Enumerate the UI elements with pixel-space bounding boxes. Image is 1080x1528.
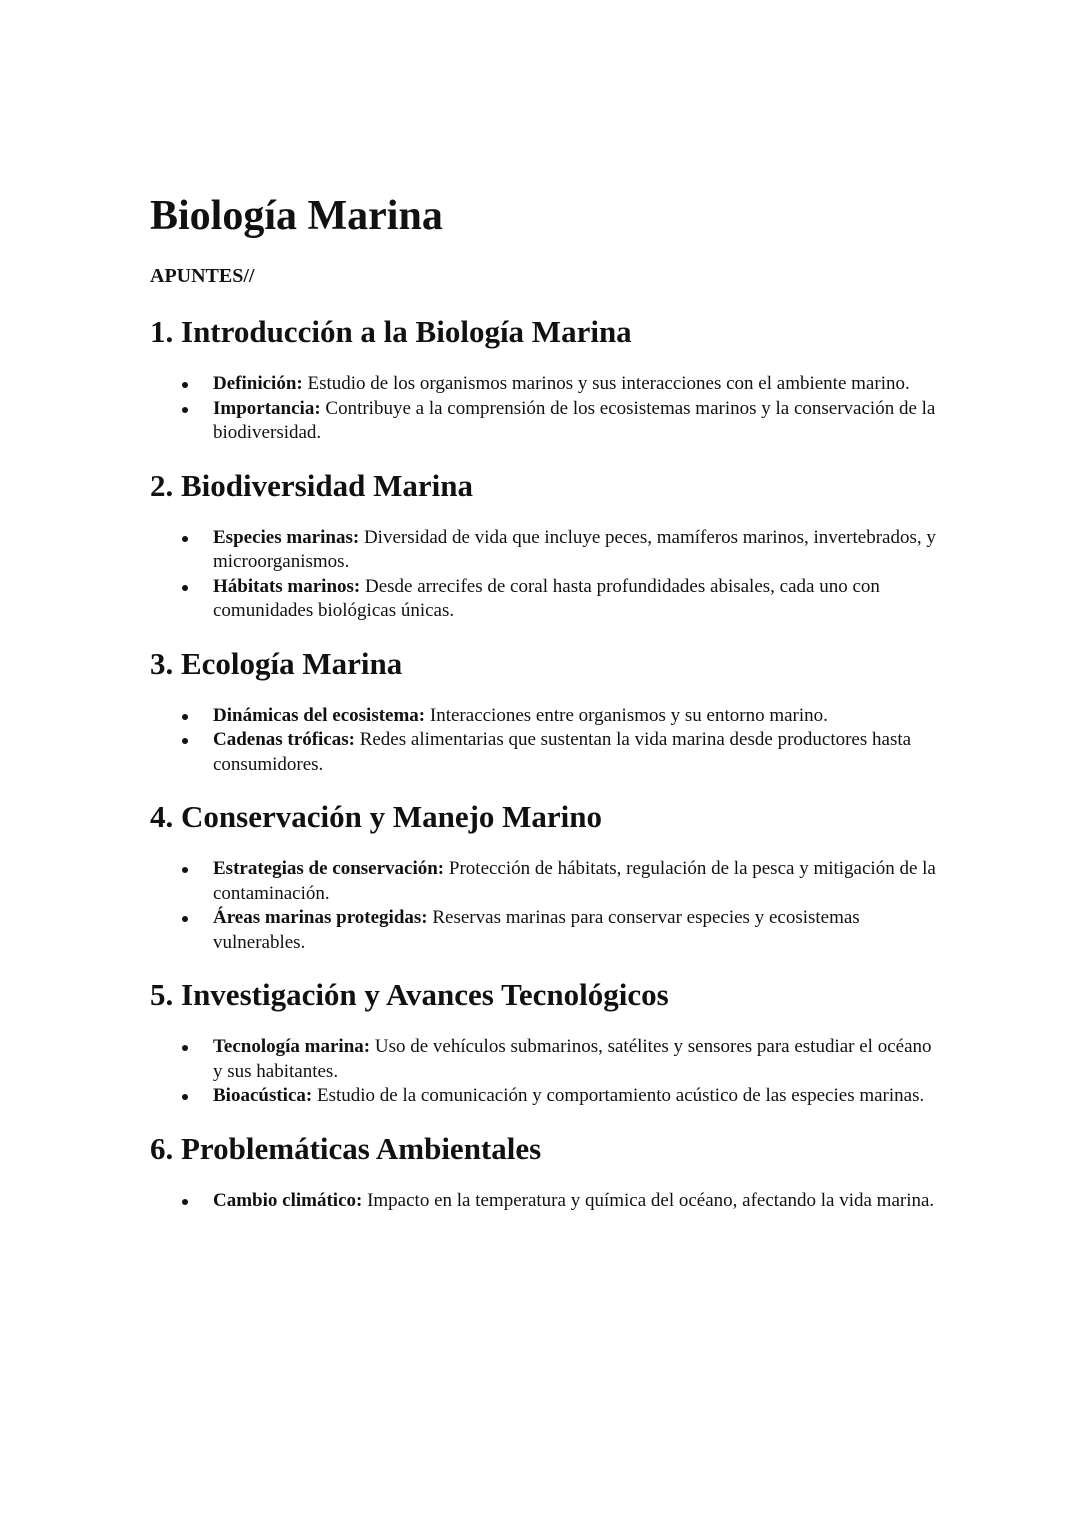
- bullet-icon: [182, 407, 188, 413]
- list-item: [150, 372, 940, 397]
- list-item: [150, 526, 940, 575]
- bullet-icon: [182, 382, 188, 388]
- bullet-icon: [182, 536, 188, 542]
- list-item: [150, 906, 940, 955]
- bullet-list: [150, 526, 940, 624]
- list-item: [150, 704, 940, 729]
- bullet-list: [150, 1189, 940, 1214]
- item-text: Impacto en la temperatura y química del océano, afectando la vida marina.: [362, 1189, 935, 1211]
- bullet-icon: [182, 867, 188, 873]
- bullet-icon: [182, 1045, 188, 1051]
- item-text: Desde arrecifes de coral hasta profundidades abisales, cada uno con comunidades biológicas únicas.: [213, 575, 880, 621]
- list-item: [150, 397, 940, 446]
- list-item: [150, 1035, 940, 1084]
- bullet-icon: [182, 738, 188, 744]
- item-text: Protección de hábitats, regulación de la pesca y mitigación de la contaminación.: [213, 858, 936, 904]
- section-investigacion: [150, 975, 940, 1109]
- item-term: Cadenas tróficas:: [213, 729, 355, 750]
- bullet-icon: [182, 714, 188, 720]
- item-text: Estudio de los organismos marinos y sus interacciones con el ambiente marino.: [302, 373, 910, 394]
- section-heading: 4. Conservación y Manejo Marino: [150, 799, 603, 834]
- section-biodiversidad: [150, 466, 940, 624]
- item-term: Bioacústica:: [213, 1085, 313, 1106]
- bullet-icon: [182, 1094, 188, 1100]
- item-text: Reservas marinas para conservar especies y ecosistemas vulnerables.: [213, 907, 860, 953]
- item-term: Dinámicas del ecosistema:: [213, 704, 426, 726]
- item-text: Redes alimentarias que sustentan la vida marina desde productores hasta consumidores.: [213, 729, 912, 775]
- bullet-icon: [182, 585, 188, 591]
- item-term: Cambio climático:: [213, 1189, 363, 1211]
- document-subtitle: APUNTES//: [150, 265, 255, 287]
- item-term: Definición:: [213, 373, 303, 394]
- section-heading: 5. Investigación y Avances Tecnológicos: [150, 977, 669, 1012]
- item-term: Hábitats marinos:: [213, 575, 361, 597]
- item-text: Interacciones entre organismos y su entorno marino.: [425, 704, 828, 726]
- section-heading: 1. Introducción a la Biología Marina: [150, 314, 632, 349]
- item-text: Diversidad de vida que incluye peces, mamíferos marinos, invertebrados, y microorganismos.: [213, 526, 936, 572]
- bullet-list: [150, 1035, 940, 1109]
- section-ecologia: [150, 644, 940, 778]
- item-text: Contribuye a la comprensión de los ecosistemas marinos y la conservación de la biodiversidad.: [213, 397, 936, 443]
- item-term: Tecnología marina:: [213, 1036, 371, 1057]
- section-introduccion: [150, 312, 940, 446]
- list-item: [150, 1084, 940, 1109]
- item-text: Estudio de la comunicación y comportamiento acústico de las especies marinas.: [312, 1085, 925, 1106]
- bullet-icon: [182, 1199, 188, 1205]
- item-term: Áreas marinas protegidas:: [213, 907, 428, 928]
- item-term: Especies marinas:: [213, 526, 360, 548]
- item-term: Importancia:: [213, 397, 321, 419]
- list-item: [150, 575, 940, 624]
- section-heading: 6. Problemáticas Ambientales: [150, 1130, 542, 1166]
- item-text: Uso de vehículos submarinos, satélites y sensores para estudiar el océano y sus habitantes.: [213, 1036, 932, 1082]
- bullet-icon: [182, 916, 188, 922]
- section-heading: 3. Ecología Marina: [150, 645, 403, 681]
- section-conservacion: [150, 797, 940, 955]
- list-item: [150, 1189, 940, 1214]
- item-term: Estrategias de conservación:: [213, 858, 445, 879]
- bullet-list: [150, 372, 940, 446]
- list-item: [150, 728, 940, 777]
- document-page: [150, 190, 940, 1233]
- list-item: [150, 857, 940, 906]
- section-heading: 2. Biodiversidad Marina: [150, 467, 473, 503]
- bullet-list: [150, 704, 940, 778]
- bullet-list: [150, 857, 940, 955]
- document-title: Biología Marina: [150, 193, 443, 239]
- section-problematicas: [150, 1129, 940, 1214]
